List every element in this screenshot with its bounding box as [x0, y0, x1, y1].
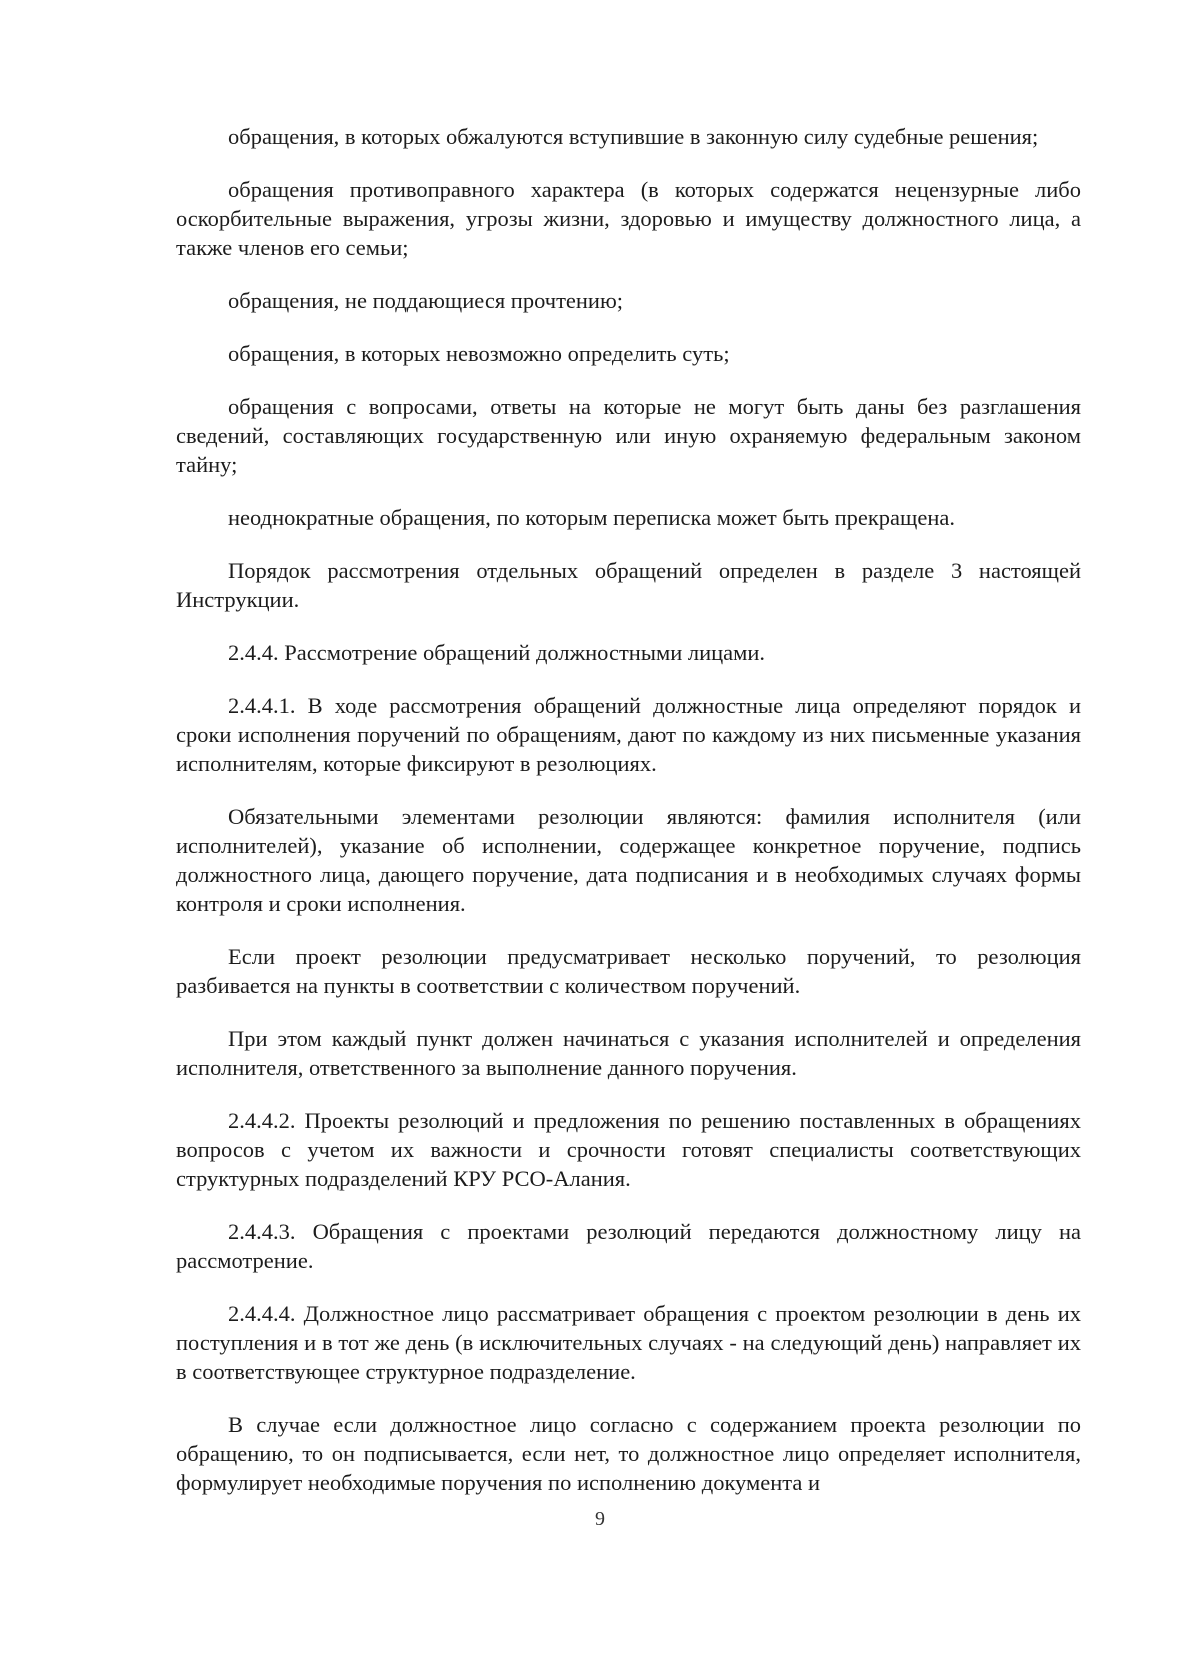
- paragraph-2-4-4-2: 2.4.4.2. Проекты резолюций и предложения по решению поставленных в обращениях вопросов с учетом их важности и срочности готовят специалисты соответствующих структурных подразделений КРУ РСО-Алания.: [176, 1108, 1081, 1191]
- paragraph-2-4-4-3: 2.4.4.3. Обращения с проектами резолюций передаются должностному лицу на рассмотрение.: [176, 1219, 1081, 1273]
- paragraph-repeated-appeals: неоднократные обращения, по которым переписка может быть прекращена.: [228, 505, 956, 530]
- paragraph-procedure-reference: Порядок рассмотрения отдельных обращений определен в разделе 3 настоящей Инструкции.: [176, 558, 1081, 612]
- paragraph-unlawful-appeals: обращения противоправного характера (в которых содержатся нецензурные либо оскорбительные выражения, угрозы жизни, здоровью и имуществу должностного лица, а также членов его семьи;: [176, 177, 1081, 260]
- document-body: [176, 122, 1081, 1517]
- section-heading-2-4-4: 2.4.4. Рассмотрение обращений должностными лицами.: [228, 640, 766, 665]
- paragraph-multiple-instructions: Если проект резолюции предусматривает несколько поручений, то резолюция разбивается на пункты в соответствии с количеством поручений.: [176, 944, 1081, 998]
- paragraph-2-4-4-1: 2.4.4.1. В ходе рассмотрения обращений должностные лица определяют порядок и сроки исполнения поручений по обращениям, дают по каждому из них письменные указания исполнителям, которые фиксируют в резолюциях.: [176, 693, 1081, 776]
- paragraph-unreadable-appeals: обращения, не поддающиеся прочтению;: [228, 288, 624, 313]
- paragraph-item-structure: При этом каждый пункт должен начинаться с указания исполнителей и определения исполнителя, ответственного за выполнение данного поручения.: [176, 1026, 1081, 1080]
- paragraph-resolution-elements: Обязательными элементами резолюции являются: фамилия исполнителя (или исполнителей), указание об исполнении, содержащее конкретное поручение, подпись должностного лица, дающего поручение, дата подписания и в необходимых случаях формы контроля и сроки исполнения.: [176, 804, 1081, 916]
- paragraph-official-agreement: В случае если должностное лицо согласно с содержанием проекта резолюции по обращению, то он подписывается, если нет, то должностное лицо определяет исполнителя, формулирует необходимые поручения по исполнению документа и: [176, 1412, 1081, 1495]
- paragraph-secret-information-appeals: обращения с вопросами, ответы на которые не могут быть даны без разглашения сведений, составляющих государственную или иную охраняемую федеральным законом тайну;: [176, 394, 1081, 477]
- page-number: 9: [595, 1508, 605, 1530]
- paragraph-2-4-4-4: 2.4.4.4. Должностное лицо рассматривает обращения с проектом резолюции в день их поступления и в тот же день (в исключительных случаях - на следующий день) направляет их в соответствующее структурное подразделение.: [176, 1301, 1081, 1384]
- paragraph-appeals-court-decisions: обращения, в которых обжалуются вступившие в законную силу судебные решения;: [228, 124, 1039, 149]
- paragraph-undeterminable-appeals: обращения, в которых невозможно определить суть;: [228, 341, 730, 366]
